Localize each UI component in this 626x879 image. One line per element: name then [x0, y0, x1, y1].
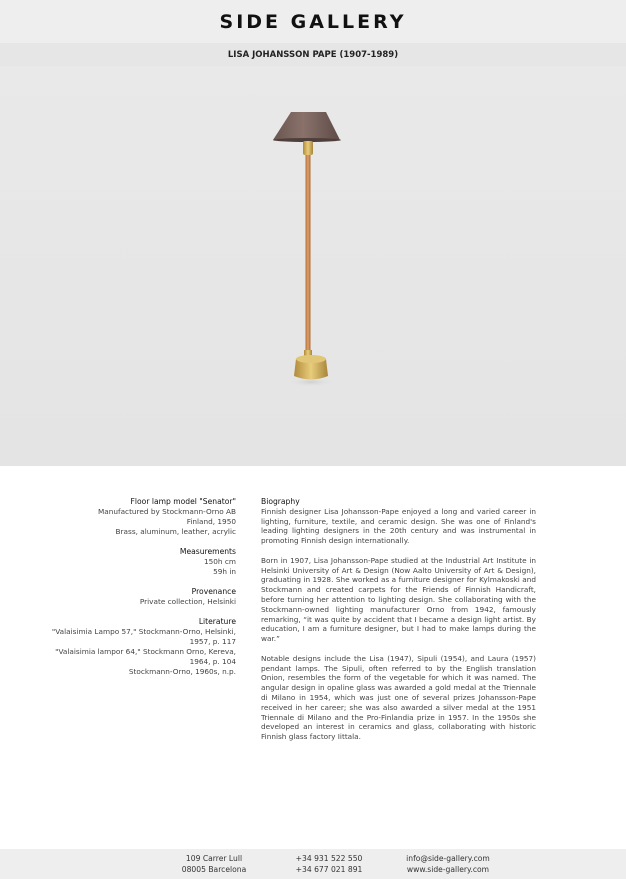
- phone-2[interactable]: +34 677 021 891: [295, 865, 363, 874]
- biography-paragraph: Notable designs include the Lisa (1947), Sipuli (1954), and Laura (1957) pendant lamps. The Sipuli, often referred to by the English translation Onion, resembles the form of the vegetable for which it was named. The angular design in opaline glass was awarded a gold medal at the Triennale di Milano in 1954, which was just one of several prizes Johansson-Pape received in her career; she was also awarded a silver medal at the 1951 Triennale di Milano and the Pro-Finlandia prize in 1957. In the 1950s she developed an interest in ceramics and glass, collaborating with historic Finnish glass factory Iittala.: [261, 653, 536, 742]
- item-details: [20, 497, 236, 687]
- footer-phones: [278, 853, 380, 875]
- literature-line: Stockmann-Orno, 1960s, n.p.: [128, 667, 236, 676]
- footer: [0, 849, 626, 879]
- biography-paragraph: Born in 1907, Lisa Johansson-Pape studied at the Industrial Art Institute in Helsinki University of Art & Design (Now Aalto University of Art & Design), graduating in 1928. She worked as a furniture designer for Kylmakoski and Stockmann and created carpets for the Friends of Finnish Handicraft, before turning her attention to lighting design. She collaborating with the Stockmann-owned lighting manufacturer Orno from 1942, famously remarking, “it was quite by accident that I became a design light artist. By education, I am a furniture designer, but I had to make lamps during the war.”: [261, 555, 536, 644]
- address-line-1: 109 Carrer Lull: [185, 854, 243, 863]
- biography-heading: Biography: [261, 497, 300, 506]
- artist-title: LISA JOHANSSON PAPE (1907-1989): [0, 43, 626, 66]
- brass-collar: [303, 141, 313, 155]
- literature-line: 1964, p. 104: [189, 657, 236, 666]
- product-photo: [0, 66, 626, 466]
- biography: [261, 497, 536, 752]
- detail-line: Manufactured by Stockmann-Orno AB: [98, 507, 236, 516]
- provenance-heading: Provenance: [191, 587, 236, 596]
- measurement-cm: 150h cm: [204, 557, 236, 566]
- footer-address: [164, 853, 264, 875]
- literature-heading: Literature: [198, 617, 236, 626]
- floor-lamp-image: [0, 66, 626, 466]
- gallery-brand: SIDE GALLERY: [0, 0, 626, 43]
- email-link[interactable]: info@side-gallery.com: [406, 854, 490, 863]
- phone-1[interactable]: +34 931 522 550: [295, 854, 363, 863]
- measurement-in: 59h in: [213, 567, 236, 576]
- literature-line: 1957, p. 117: [189, 637, 236, 646]
- leather-stem: [306, 155, 311, 355]
- detail-line: Finland, 1950: [186, 517, 236, 526]
- provenance-value: Private collection, Helsinki: [139, 597, 236, 606]
- address-line-2: 08005 Barcelona: [181, 865, 247, 874]
- biography-paragraph: Finnish designer Lisa Johansson-Pape enjoyed a long and varied career in lighting, furniture, textile, and ceramic design. She was one of Finland's leading lighting designers in the 20th century and was instrumental in promoting Finnish design internationally.: [261, 506, 536, 546]
- footer-contact: [393, 853, 503, 875]
- item-title: Floor lamp model "Senator": [130, 497, 236, 506]
- website-link[interactable]: www.side-gallery.com: [406, 865, 490, 874]
- literature-line: "Valaisimia lampor 64," Stockmann Orno, Kereva,: [55, 647, 236, 656]
- measurements-heading: Measurements: [179, 547, 236, 556]
- detail-line: Brass, aluminum, leather, acrylic: [115, 527, 236, 536]
- literature-line: "Valaisimia Lampo 57," Stockmann-Orno, Helsinki,: [51, 627, 236, 636]
- lamp-shade: [273, 112, 340, 140]
